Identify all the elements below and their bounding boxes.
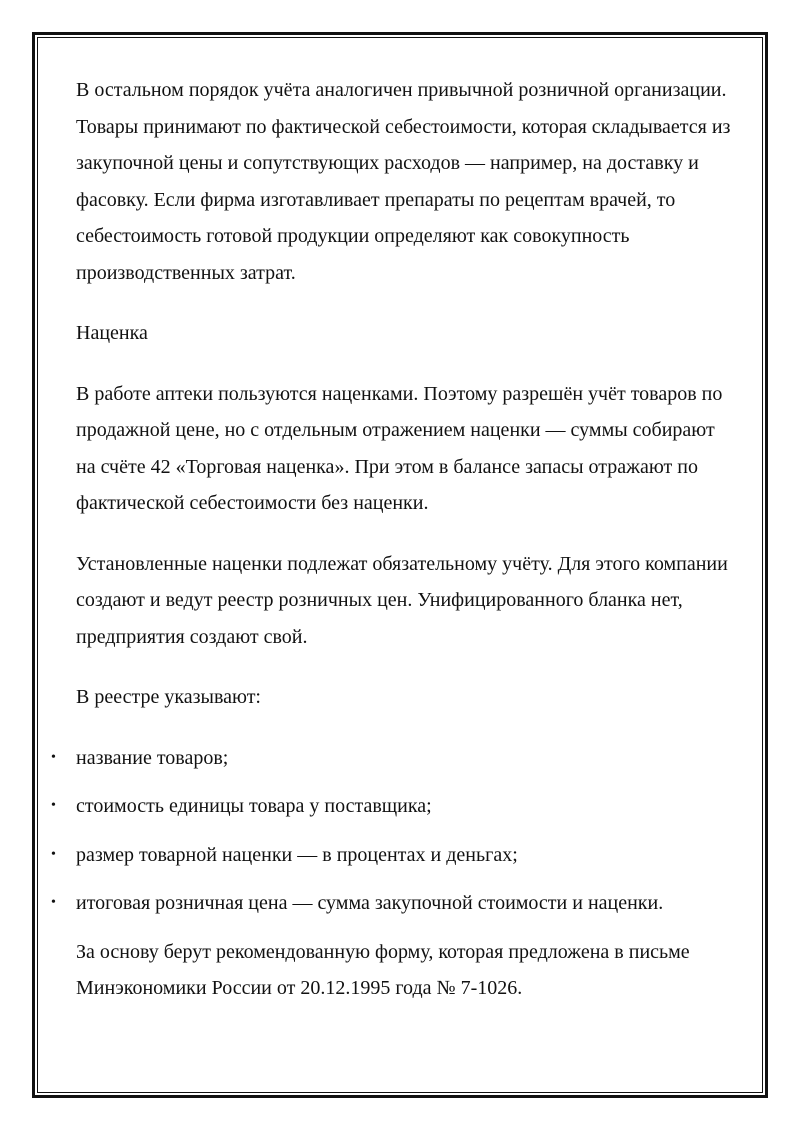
list-item-text: стоимость единицы товара у поставщика; <box>76 795 432 817</box>
bullet-icon: • <box>51 749 56 765</box>
paragraph-markup-usage: В работе аптеки пользуются наценками. Поэтому разрешён учёт товаров по продажной цене, но с отдельным отражением наценки — суммы собирают на счёте 42 «Торговая наценка». При этом в балансе запасы отражают по фактической себестоимости без наценки. <box>76 382 723 514</box>
document-body <box>51 72 736 1007</box>
list-item-text: название товаров; <box>76 746 229 769</box>
bullet-icon: • <box>51 798 56 813</box>
list-intro: В реестре указывают: <box>76 686 261 708</box>
registry-fields-list <box>51 740 736 922</box>
paragraph-recommended-form: За основу берут рекомендованную форму, которая предложена в письме Минэкономики России от 20.12.1995 года № 7-1026. <box>76 940 690 999</box>
bullet-icon: • <box>51 895 56 910</box>
list-item <box>51 740 736 777</box>
bullet-icon: • <box>51 846 56 862</box>
list-item-text: размер товарной наценки — в процентах и деньгах; <box>76 843 518 866</box>
list-item <box>51 885 736 922</box>
list-item-text: итоговая розничная цена — сумма закупочной стоимости и наценки. <box>76 892 664 914</box>
list-item <box>51 788 736 825</box>
paragraph-markup-registry: Установленные наценки подлежат обязательному учёту. Для этого компании создают и ведут реестр розничных цен. Унифицированного бланка нет, предприятия создают свой. <box>76 552 728 648</box>
paragraph-accounting-order: В остальном порядок учёта аналогичен привычной розничной организации. Товары принимают по фактической себестоимости, которая складывается из закупочной цены и сопутствующих расходов — например, на доставку и фасовку. Если фирма изготавливает препараты по рецептам врачей, то себестоимость готовой продукции определяют как совокупность производственных затрат. <box>76 79 731 284</box>
section-heading-markup: Наценка <box>76 322 148 344</box>
list-item <box>51 837 736 874</box>
